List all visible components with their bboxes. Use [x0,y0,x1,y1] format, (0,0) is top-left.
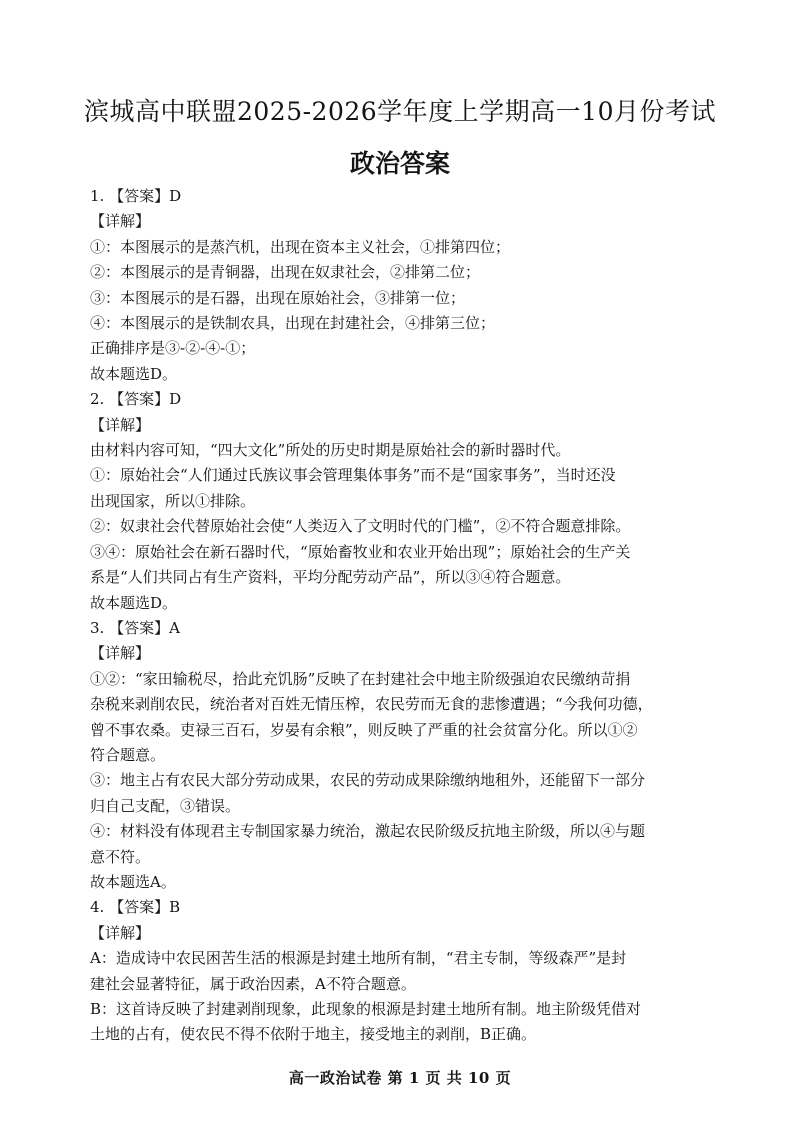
text-line: 由材料内容可知，“四大文化”所处的历史时期是原始社会的新时器时代。 [90,441,571,460]
text-line: 2. 【答案】D [90,390,182,409]
answer-content [90,184,720,1048]
text-line: 【详解】 [90,923,151,942]
text-line: ③：地主占有农民大部分劳动成果，农民的劳动成果除缴纳地租外，还能留下一部分 [90,771,646,790]
text-line: 曾不事农桑。吏禄三百石，岁晏有余粮”，则反映了严重的社会贫富分化。所以①② [90,720,638,739]
text-line: 出现国家，所以①排除。 [90,491,256,510]
text-line: ②：奴隶社会代替原始社会使“人类迈入了文明时代的门槛”，②不符合题意排除。 [90,517,631,536]
text-line: ①：本图展示的是蒸汽机，出现在资本主义社会，①排第四位； [90,237,511,256]
text-line: 归自己支配，③错误。 [90,796,241,815]
text-line: ③：本图展示的是石器，出现在原始社会，③排第一位； [90,288,466,307]
text-line: 故本题选D。 [90,593,178,612]
page-footer: 高一政治试卷 第 1 页 共 10 页 [288,1069,512,1087]
text-line: ①：原始社会“人们通过氏族议事会管理集体事务”而不是“国家事务”，当时还没 [90,466,616,485]
text-line: ②：本图展示的是青铜器，出现在奴隶社会，②排第二位； [90,263,481,282]
text-line: ④：本图展示的是铁制农具，出现在封建社会，④排第三位； [90,314,496,333]
text-line: 故本题选D。 [90,364,178,383]
text-line: A：造成诗中农民困苦生活的根源是封建土地所有制，“君主专制，等级森严”是封 [90,949,627,968]
text-line: 系是“人们共同占有生产资料，平均分配劳动产品”，所以③④符合题意。 [90,568,571,587]
text-line: ③④：原始社会在新石器时代，“原始畜牧业和农业开始出现”；原始社会的生产关 [90,542,631,561]
text-line: 正确排序是③-②-④-①； [90,339,256,358]
text-line: ④：材料没有体现君主专制国家暴力统治，激起农民阶级反抗地主阶级，所以④与题 [90,822,646,841]
text-line: 4. 【答案】B [90,898,181,917]
text-line: ①②：“家田输税尽，拾此充饥肠”反映了在封建社会中地主阶级强迫农民缴纳苛捐 [90,669,631,688]
text-line: 符合题意。 [90,745,166,764]
page-subtitle: 政治答案 [349,149,450,178]
page-title: 滨城高中联盟2025-2026学年度上学期高一10月份考试 [83,97,716,126]
text-line: 建社会显著特征，属于政治因素，A不符合题意。 [90,974,416,993]
text-line: 【详解】 [90,415,151,434]
text-line: 【详解】 [90,212,151,231]
text-line: 杂税来剥削农民，统治者对百姓无情压榨，农民劳而无食的悲惨遭遇；“今我何功德， [90,695,653,714]
text-line: 故本题选A。 [90,872,176,891]
text-line: 1. 【答案】D [90,187,182,205]
text-line: 意不符。 [90,847,151,866]
text-line: B：这首诗反映了封建剥削现象，此现象的根源是封建土地所有制。地主阶级凭借对 [90,1000,642,1018]
text-line: 土地的占有，使农民不得不依附于地主，接受地主的剥削，B正确。 [90,1025,537,1044]
text-line: 【详解】 [90,644,151,663]
text-line: 3. 【答案】A [90,618,180,637]
